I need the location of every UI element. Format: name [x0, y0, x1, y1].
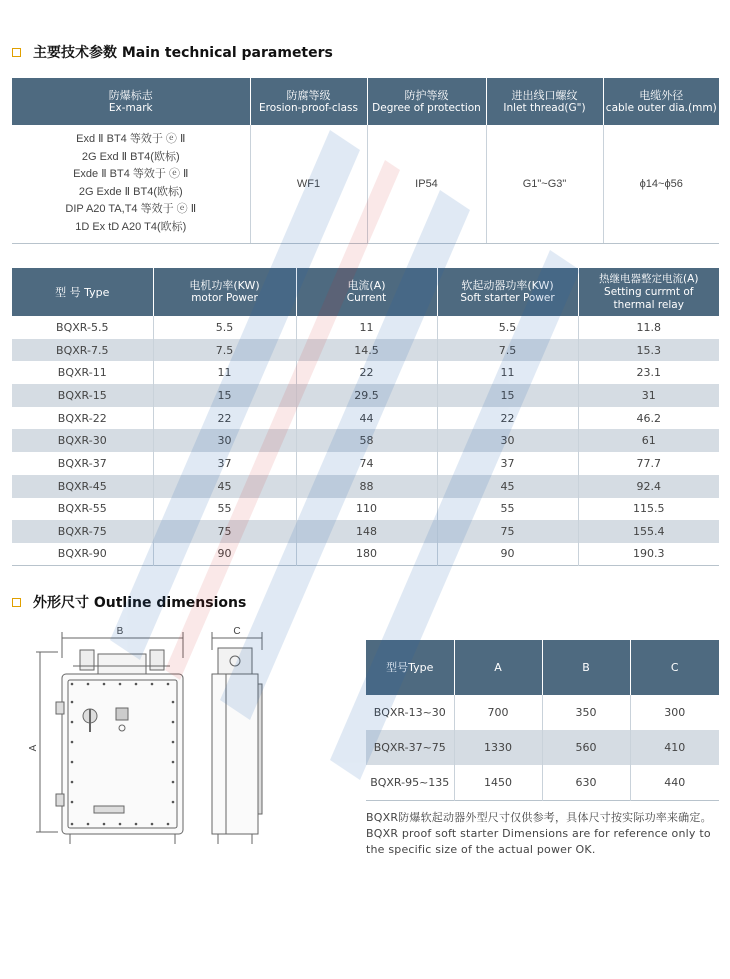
table-cell: 90	[153, 543, 296, 566]
table-cell: BQXR-95~135	[366, 765, 454, 800]
table-cell: 630	[542, 765, 630, 800]
header-cell: A	[454, 640, 542, 695]
table-row	[12, 452, 719, 475]
table-cell: 30	[153, 429, 296, 452]
header-cell: 型号Type	[366, 640, 454, 695]
table-cell: 22	[153, 407, 296, 430]
table-row	[12, 125, 719, 243]
label-a: A	[28, 744, 39, 752]
table-cell: 75	[437, 520, 578, 543]
table-cell: 11.8	[636, 320, 661, 334]
table-row	[12, 316, 719, 339]
table-cell: 37	[437, 452, 578, 475]
table-cell: 5.5	[437, 316, 578, 339]
header-cell: 电流(A) Current	[296, 268, 437, 316]
header-cell: B	[542, 640, 630, 695]
table-row	[12, 475, 719, 498]
table-cell: 15.3	[578, 339, 719, 362]
section-title-main-params	[12, 42, 333, 62]
header-cell: 软起动器功率(KW) Soft starter Power	[437, 268, 578, 316]
table-cell: 22	[437, 407, 578, 430]
note-en: BQXR proof soft starter Dimensions are for reference only to the specific size of the actual power OK.	[366, 827, 711, 856]
dimension-note	[366, 810, 726, 858]
table-row	[366, 765, 719, 800]
protection-degree-cell: IP54	[367, 125, 486, 243]
table-row	[12, 339, 719, 362]
header-cell: 热继电器整定电流(A) Setting currmt of thermal relay	[578, 268, 719, 316]
table-cell: 11	[153, 361, 296, 384]
table-cell: 88	[296, 475, 437, 498]
table-cell: BQXR-30	[12, 429, 153, 452]
table-cell: 90	[437, 543, 578, 566]
table-cell: 22	[296, 361, 437, 384]
table-cell: 45	[437, 475, 578, 498]
label-b: B	[116, 626, 124, 637]
table-cell: 31	[578, 384, 719, 407]
table-cell: BQXR-22	[12, 407, 153, 430]
table-cell: 110	[296, 498, 437, 521]
table-cell: 11	[296, 316, 437, 339]
power-table	[12, 268, 719, 566]
table-cell: 1330	[454, 730, 542, 765]
table-cell: 14.5	[296, 339, 437, 362]
label-c: C	[233, 626, 241, 637]
table-cell: 190.3	[633, 547, 665, 561]
header-cell: 电机功率(KW) motor Power	[153, 268, 296, 316]
table-cell: 37	[153, 452, 296, 475]
table-cell: 440	[664, 775, 686, 789]
table-cell: 29.5	[296, 384, 437, 407]
table-cell: 58	[296, 429, 437, 452]
table-cell: 410	[630, 730, 719, 765]
bullet-square-icon	[12, 48, 21, 57]
table-cell: 46.2	[636, 411, 661, 425]
table-cell: 180	[296, 543, 437, 566]
table-header-row	[12, 268, 719, 316]
dimensions-table	[366, 640, 719, 801]
table-row	[12, 429, 719, 452]
table-row	[12, 498, 719, 521]
table-cell: 55	[153, 498, 296, 521]
table-cell: BQXR-37~75	[366, 730, 454, 765]
table-cell: 300	[664, 706, 686, 719]
cable-dia-cell: ϕ14~ϕ56	[603, 125, 719, 243]
ex-mark-table	[12, 78, 719, 244]
table-cell: BQXR-45	[12, 475, 153, 498]
inlet-thread-cell: G1"~G3"	[486, 125, 603, 243]
header-cell: 防爆标志 Ex-mark	[12, 78, 250, 125]
table-cell: 15	[437, 384, 578, 407]
table-cell: 23.1	[636, 366, 661, 380]
table-cell: 55	[437, 498, 578, 521]
table-row	[366, 695, 719, 730]
table-row	[12, 543, 719, 566]
table-cell: BQXR-75	[12, 520, 153, 543]
table-cell: 148	[296, 520, 437, 543]
table-header-row	[12, 78, 719, 125]
table-cell: 45	[153, 475, 296, 498]
table-cell: 700	[454, 695, 542, 730]
table-cell: 44	[296, 407, 437, 430]
table-cell: 15	[153, 384, 296, 407]
table-cell: 92.4	[578, 475, 719, 498]
table-cell: 74	[296, 452, 437, 475]
section-title-outline	[12, 592, 246, 612]
table-row	[366, 730, 719, 765]
header-cell: 进出线口螺纹 Inlet thread(G")	[486, 78, 603, 125]
ex-mark-cell: Exd Ⅱ BT4 等效于 ⓔ Ⅱ 2G Exd Ⅱ BT4(欧标) Exde Ⅱ BT4 等效于 ⓔ Ⅱ 2G Exde Ⅱ BT4(欧标) DIP A20 TA,T4 等效于 ⓔ Ⅱ 1D Ex tD A20 T4(欧标)	[12, 125, 250, 243]
table-row	[12, 520, 719, 543]
table-cell: 61	[578, 429, 719, 452]
table-cell: 115.5	[633, 502, 665, 516]
enclosure-side	[212, 674, 258, 834]
table-cell: 5.5	[153, 316, 296, 339]
outline-drawing	[28, 622, 278, 857]
table-cell: BQXR-11	[12, 361, 153, 384]
section-title-text: 主要技术参数 Main technical parameters	[33, 45, 333, 61]
header-cell: 型 号 Type	[12, 268, 153, 316]
table-cell: 11	[437, 361, 578, 384]
table-cell: BQXR-37	[12, 452, 153, 475]
section-title-text: 外形尺寸 Outline dimensions	[33, 595, 247, 611]
table-cell: BQXR-13~30	[366, 695, 454, 730]
table-cell: 7.5	[437, 339, 578, 362]
table-cell: BQXR-7.5	[12, 339, 153, 362]
table-row	[12, 361, 719, 384]
header-cell: C	[630, 640, 719, 695]
table-cell: 77.7	[636, 456, 661, 470]
bullet-square-icon	[12, 598, 21, 607]
table-row	[12, 384, 719, 407]
header-cell: 防护等级 Degree of protection	[367, 78, 486, 125]
table-cell: BQXR-90	[12, 543, 153, 566]
table-cell: 30	[437, 429, 578, 452]
table-cell: 155.4	[578, 520, 719, 543]
header-cell: 防腐等级 Erosion-proof-class	[250, 78, 367, 125]
table-cell: 7.5	[153, 339, 296, 362]
note-cn: BQXR防爆软起动器外型尺寸仅供参考，具体尺寸按实际功率来确定。	[366, 811, 712, 824]
table-row	[12, 407, 719, 430]
table-cell: 560	[542, 730, 630, 765]
table-header-row	[366, 640, 719, 695]
header-cell: 电缆外径 cable outer dia.(mm)	[603, 78, 719, 125]
table-cell: BQXR-5.5	[12, 316, 153, 339]
table-cell: 75	[153, 520, 296, 543]
table-cell: 1450	[454, 765, 542, 800]
erosion-class-cell: WF1	[250, 125, 367, 243]
table-cell: 350	[542, 695, 630, 730]
table-cell: BQXR-55	[12, 498, 153, 521]
table-cell: BQXR-15	[12, 384, 153, 407]
